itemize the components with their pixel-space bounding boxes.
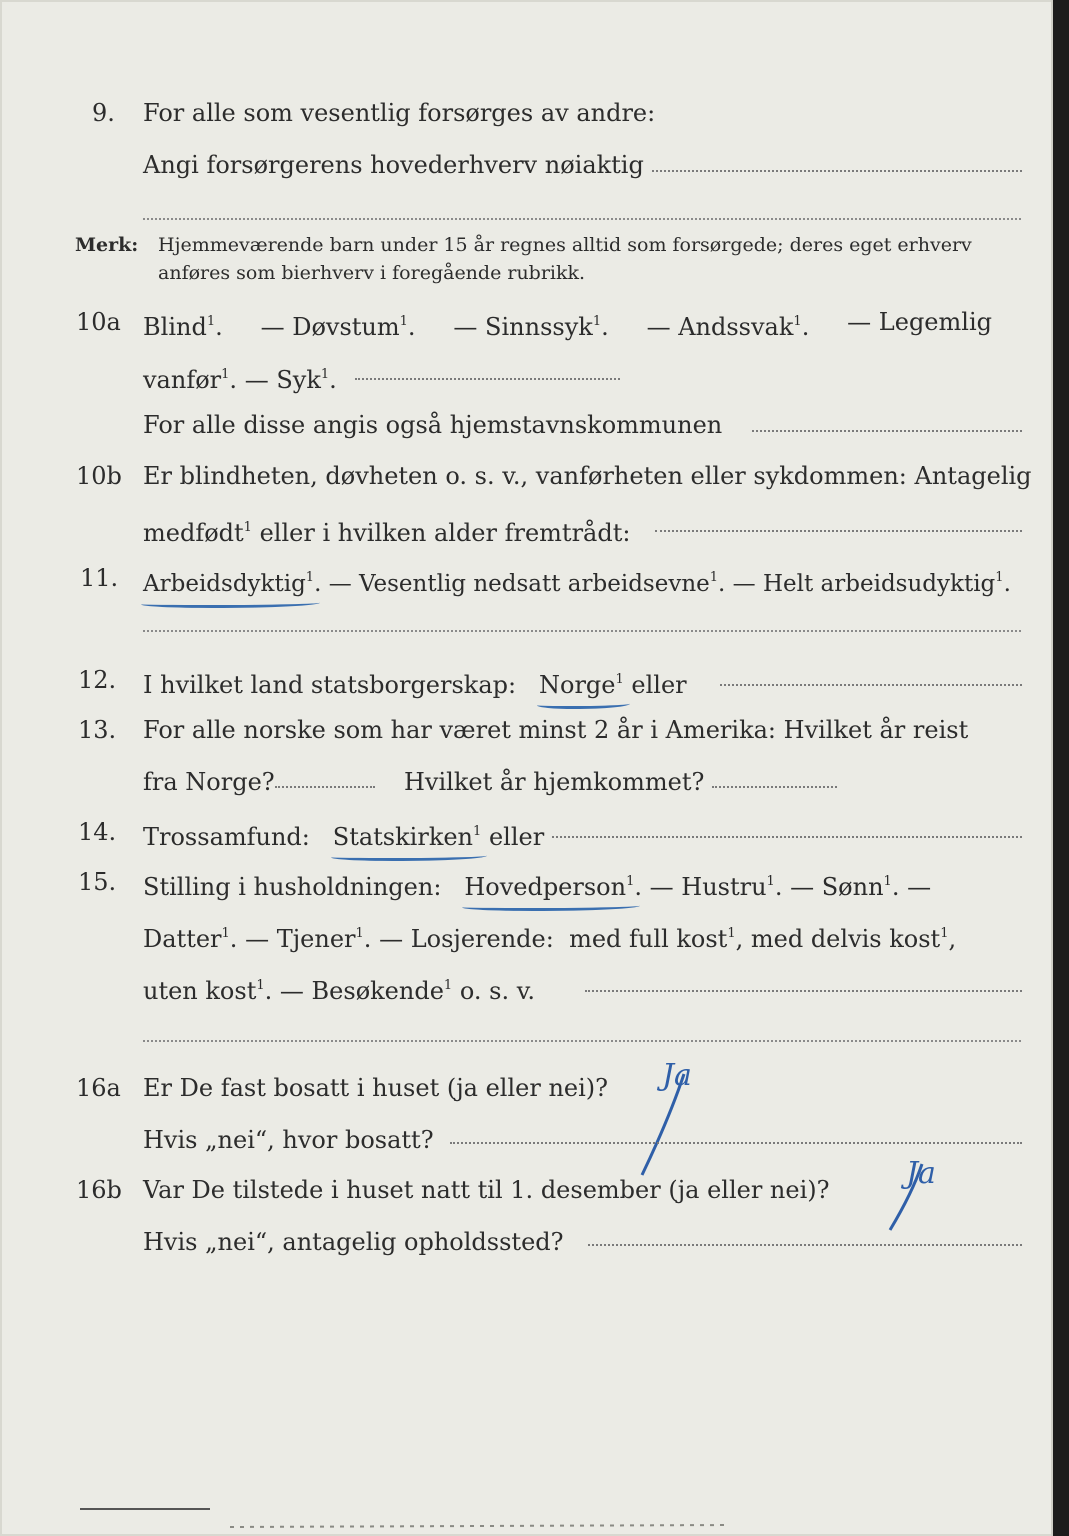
q14-number: 14. xyxy=(78,818,117,846)
q13-row2 xyxy=(0,762,1040,802)
q16a-line1: Er De fast bosatt i huset (ja eller nei)? xyxy=(143,1074,609,1102)
q10b-row2: medfødt$^1$ eller i hvilken alder fremtrådt: xyxy=(143,519,631,547)
q10a-hjemstavn-line[interactable] xyxy=(752,430,1022,432)
q16b-number: 16b xyxy=(76,1176,122,1204)
q16b-line1: Var De tilstede i huset natt til 1. desember (ja eller nei)? xyxy=(143,1176,830,1204)
q11-arbeidsdyktig: Arbeidsdyktig xyxy=(143,571,306,597)
q10a-row3 xyxy=(0,405,1040,445)
q16a-row2 xyxy=(0,1120,1040,1160)
q16b-row2 xyxy=(0,1222,1040,1262)
q11-answer-line[interactable] xyxy=(143,630,1021,632)
q9-answer-line2[interactable] xyxy=(143,218,1021,220)
q15-answer-line[interactable] xyxy=(585,990,1022,992)
q15-text: Stilling i husholdningen: xyxy=(143,873,442,901)
q11-arbeidsdyktig-marked[interactable]: Arbeidsdyktig$^1$ xyxy=(143,558,314,604)
q12-eller: eller xyxy=(631,671,687,699)
ink-underline xyxy=(141,599,320,608)
q10a-syk: — Syk xyxy=(244,366,321,394)
q10b-number: 10b xyxy=(76,462,122,490)
q15-losjerende: — Losjerende: xyxy=(379,925,554,953)
q16a-line2: Hvis „nei“, hvor bosatt? xyxy=(143,1126,434,1154)
q13-fra: fra Norge? xyxy=(143,768,275,796)
q15-hustru: — Hustru xyxy=(649,873,767,901)
q15-row3: uten kost$^1$. — Besøkende$^1$ o. s. v. xyxy=(143,977,536,1005)
q16a-handwritten-answer[interactable]: Ja xyxy=(662,1058,692,1093)
q12-row xyxy=(0,660,1040,700)
q14-text: Trossamfund: xyxy=(143,823,310,851)
q12-norge-marked[interactable]: Norge$^1$ xyxy=(539,660,624,705)
q9-row2 xyxy=(0,145,1040,185)
q10a-row2: vanfør$^1$. — Syk$^1$. xyxy=(143,366,337,394)
q14-answer-line[interactable] xyxy=(552,836,1022,838)
q15-dash: — xyxy=(907,873,932,901)
q13-number: 13. xyxy=(78,716,117,744)
q15-tjener: — Tjener xyxy=(245,925,356,953)
q15-uten: uten kost xyxy=(143,977,257,1005)
q13-line1: For alle norske som har været minst 2 år i Amerika: Hvilket år reist xyxy=(143,716,969,744)
q10a-sinnssyk: — Sinnssyk xyxy=(453,313,593,341)
q10a-answer-line[interactable] xyxy=(355,378,620,380)
ink-underline xyxy=(537,700,630,709)
q15-besokende: — Besøkende xyxy=(279,977,444,1005)
q10b-line2: eller i hvilken alder fremtrådt: xyxy=(259,519,631,547)
q16b-handwritten-answer[interactable]: Ja xyxy=(906,1156,936,1191)
q16a-answer-line[interactable] xyxy=(450,1142,1022,1144)
q15-datter: Datter xyxy=(143,925,222,953)
q13-hjemkommet-line[interactable] xyxy=(712,786,837,788)
q15-answer-line2[interactable] xyxy=(143,1040,1021,1042)
q10a-andssvak: — Andssvak xyxy=(646,313,794,341)
q10b-answer-line[interactable] xyxy=(655,530,1022,532)
footnote-rule xyxy=(80,1508,210,1510)
q15-osv: o. s. v. xyxy=(459,977,536,1005)
q14-statskirken: Statskirken xyxy=(332,823,474,851)
q10a-legemlig: — Legemlig xyxy=(847,308,992,336)
q16b-answer-line[interactable] xyxy=(588,1244,1022,1246)
q15-delvis: , med delvis kost xyxy=(735,925,941,953)
q9-answer-line[interactable] xyxy=(652,170,1022,172)
q10a-dovstum: — Døvstum xyxy=(260,313,400,341)
ink-underline xyxy=(331,852,488,861)
merk-label: Merk: xyxy=(75,234,139,256)
q13-reist-line[interactable] xyxy=(275,786,375,788)
q10b-line1: Er blindheten, døvheten o. s. v., vanførheten eller sykdommen: Antagelig xyxy=(143,462,1032,490)
q15-row1: 15. Stilling i husholdningen: Hovedperson$^1$ . — Hustru$^1$. — Sønn$^1$. — xyxy=(0,862,1040,902)
q16a-number: 16a xyxy=(76,1074,121,1102)
q14-statskirken-marked[interactable]: Statskirken$^1$ xyxy=(333,812,482,857)
q10a-vanfor: vanfør xyxy=(143,366,222,394)
q10a-blind: Blind xyxy=(143,313,207,341)
q9-number: 9. xyxy=(92,99,115,127)
q9-line1: For alle som vesentlig forsørges av andre: xyxy=(143,99,656,127)
q9-row xyxy=(0,93,1040,133)
q10a-number: 10a xyxy=(76,308,121,336)
q15-row2: Datter$^1$. — Tjener$^1$. — Losjerende: med full kost$^1$, med delvis kost$^1$, xyxy=(143,925,957,953)
faded-footnote-text xyxy=(230,1515,750,1533)
q13-row1 xyxy=(0,710,1040,750)
q15-hovedperson: Hovedperson xyxy=(464,873,627,901)
ink-underline xyxy=(462,902,640,911)
merk-line1: Hjemmeværende barn under 15 år regnes alltid som forsørgede; deres eget erhverv xyxy=(158,234,972,256)
page-edge xyxy=(1053,0,1069,1536)
q9-line2: Angi forsørgerens hovederhverv nøiaktig xyxy=(143,151,644,179)
q10b-row1 xyxy=(0,456,1040,496)
q16a-row1 xyxy=(0,1068,1040,1108)
q11-row: 11. Arbeidsdyktig$^1$ . — Vesentlig nedsatt arbeidsevne$^1$. — Helt arbeidsudyktig$^1$. xyxy=(0,558,1040,598)
q11-vesentlig: — Vesentlig nedsatt arbeidsevne xyxy=(328,571,710,597)
q12-text: I hvilket land statsborgerskap: xyxy=(143,671,517,699)
q12-number: 12. xyxy=(78,666,117,694)
q11-number: 11. xyxy=(80,564,119,592)
q15-sonn: — Sønn xyxy=(790,873,884,901)
q10b-medfodt: medfødt xyxy=(143,519,244,547)
q15-fullkost: med full kost xyxy=(569,925,728,953)
q10a-line3: For alle disse angis også hjemstavnskommunen xyxy=(143,411,723,439)
q13-hjem: Hvilket år hjemkommet? xyxy=(404,768,705,796)
q11-helt: — Helt arbeidsudyktig xyxy=(732,571,996,597)
q12-norge: Norge xyxy=(539,671,616,699)
merk-line2: anføres som bierhverv i foregående rubrikk. xyxy=(158,262,586,284)
q14-row xyxy=(0,812,1040,852)
q12-answer-line[interactable] xyxy=(720,684,1022,686)
q10a-row1: 10a Blind$^1$. — Døvstum$^1$. — Sinnssyk$^1$. — Andssvak$^1$. — Legemlig xyxy=(0,302,1040,342)
q16b-line2: Hvis „nei“, antagelig opholdssted? xyxy=(143,1228,564,1256)
q15-hovedperson-marked[interactable]: Hovedperson$^1$ xyxy=(464,862,634,907)
page-fold xyxy=(1051,0,1053,1536)
q15-number: 15. xyxy=(78,868,117,896)
q14-eller: eller xyxy=(488,823,545,851)
